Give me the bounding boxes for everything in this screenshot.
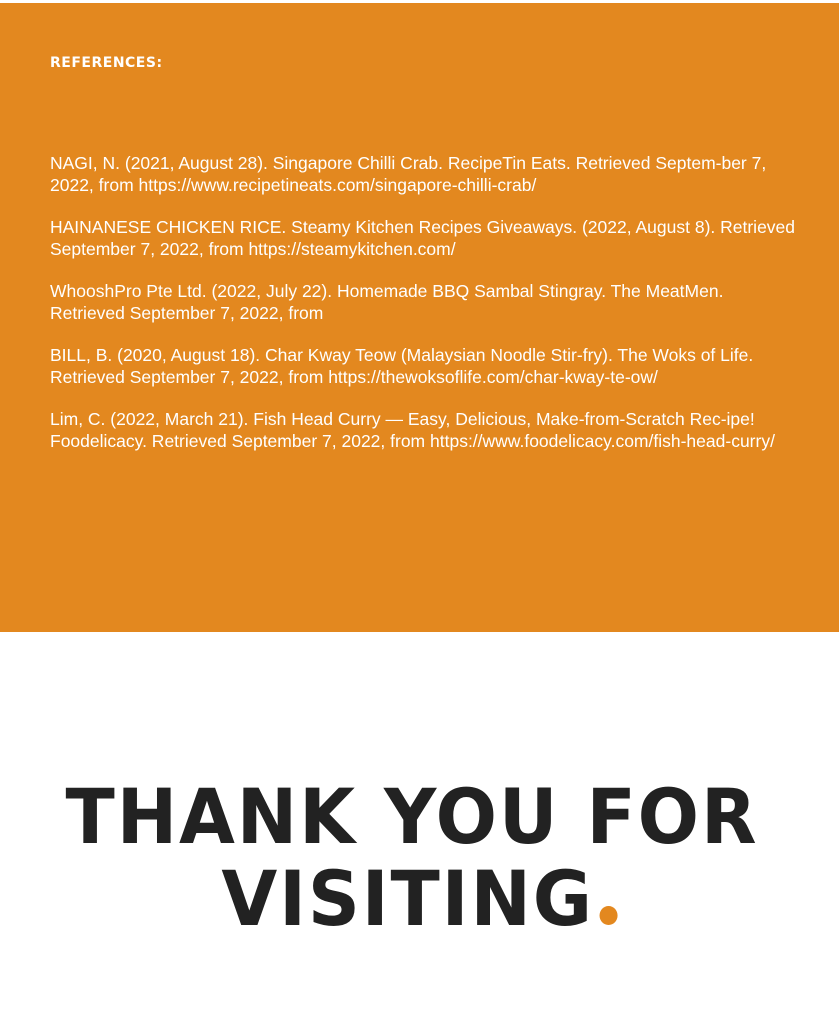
reference-entry: NAGI, N. (2021, August 28). Singapore Chilli Crab. RecipeTin Eats. Retrieved Septem-ber 7, 2022, from https://www.recipetineats.com/singapore-chilli-crab/: [50, 153, 767, 195]
references-panel: [0, 3, 839, 632]
thank-you-line-1: THANK YOU FOR: [65, 772, 759, 861]
orange-dot-icon: [600, 906, 618, 925]
reference-entry: WhooshPro Pte Ltd. (2022, July 22). Homemade BBQ Sambal Stingray. The MeatMen. Retrieved September 7, 2022, from: [50, 281, 724, 323]
reference-entry: HAINANESE CHICKEN RICE. Steamy Kitchen Recipes Giveaways. (2022, August 8). Retrieved September 7, 2022, from https://steamykitchen.com/: [50, 217, 796, 259]
references-list: [50, 153, 795, 473]
thank-you-line-2: [21, 854, 818, 943]
reference-entry: BILL, B. (2020, August 18). Char Kway Teow (Malaysian Noodle Stir-fry). The Woks of Life. Retrieved September 7, 2022, from https://thewoksoflife.com/char-kway-te-ow/: [50, 345, 754, 387]
thank-you-line-2-text: VISITING: [221, 854, 594, 943]
thank-you-heading: [0, 772, 839, 943]
reference-entry: Lim, C. (2022, March 21). Fish Head Curry — Easy, Delicious, Make-from-Scratch Rec-ipe! Foodelicacy. Retrieved September 7, 2022, from https://www.foodelicacy.com/fish-head-curry/: [50, 409, 775, 451]
references-heading: REFERENCES:: [50, 55, 163, 71]
